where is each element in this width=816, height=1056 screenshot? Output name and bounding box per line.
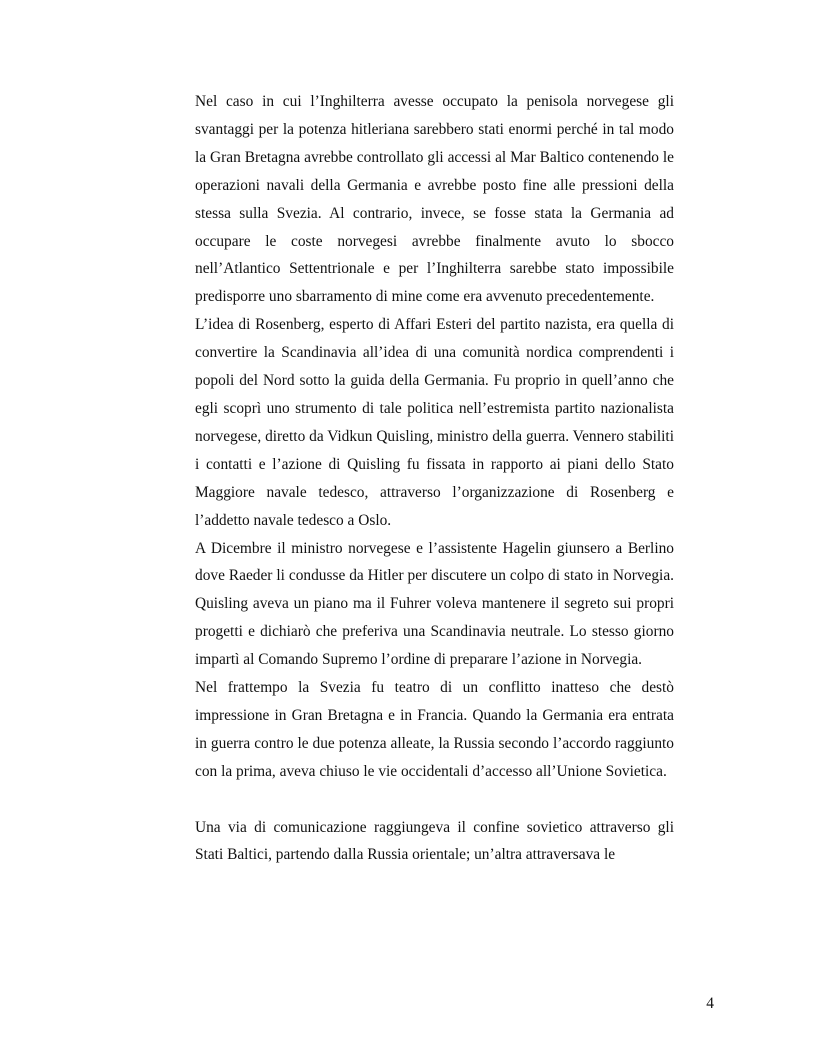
paragraph-december-meeting: A Dicembre il ministro norvegese e l’assistente Hagelin giunsero a Berlino dove Raeder li condusse da Hitler per discutere un colpo di stato in Norvegia. Quisling aveva un piano ma il Fuhrer voleva mantenere il segreto sui propri progetti e dichiarò che preferiva una Scandinavia neutrale. Lo stesso giorno impartì al Comando Supremo l’ordine di preparare l’azione in Norvegia. (195, 539, 674, 669)
page-number: 4 (706, 995, 714, 1012)
body-text (195, 88, 674, 869)
paragraph-rosenberg: L’idea di Rosenberg, esperto di Affari Esteri del partito nazista, era quella di convertire la Scandinavia all’idea di una comunità nordica comprendenti i popoli del Nord sotto la guida della Germania. Fu proprio in quell’anno che egli scoprì uno strumento di tale politica nell’estremista partito nazionalista norvegese, diretto da Vidkun Quisling, ministro della guerra. Vennero stabiliti i contatti e l’azione di Quisling fu fissata in rapporto ai piani dello Stato Maggiore navale tedesco, attraverso l’organizzazione di Rosenberg e l’addetto navale tedesco a Oslo. (195, 316, 674, 529)
paragraph-norway-strategy: Nel caso in cui l’Inghilterra avesse occupato la penisola norvegese gli svantaggi per la potenza hitleriana sarebbero stati enormi perché in tal modo la Gran Bretagna avrebbe controllato gli accessi al Mar Baltico contenendo le operazioni navali della Germania e avrebbe posto fine alle pressioni della stessa sulla Svezia. Al contrario, invece, se fosse stata la Germania ad occupare le coste norvegesi avrebbe finalmente avuto lo sbocco nell’Atlantico Settentrionale e per l’Inghilterra sarebbe stato impossibile predisporre uno sbarramento di mine come era avvenuto precedentemente. (195, 93, 674, 306)
paragraph-communication-routes: Una via di comunicazione raggiungeva il confine sovietico attraverso gli Stati Baltici, partendo dalla Russia orientale; un’altra attraversava le (195, 818, 674, 864)
paragraph-spacer (195, 786, 674, 814)
paragraph-sweden-conflict: Nel frattempo la Svezia fu teatro di un conflitto inatteso che destò impressione in Gran Bretagna e in Francia. Quando la Germania era entrata in guerra contro le due potenza alleate, la Russia secondo l’accordo raggiunto con la prima, aveva chiuso le vie occidentali d’accesso all’Unione Sovietica. (195, 679, 674, 780)
